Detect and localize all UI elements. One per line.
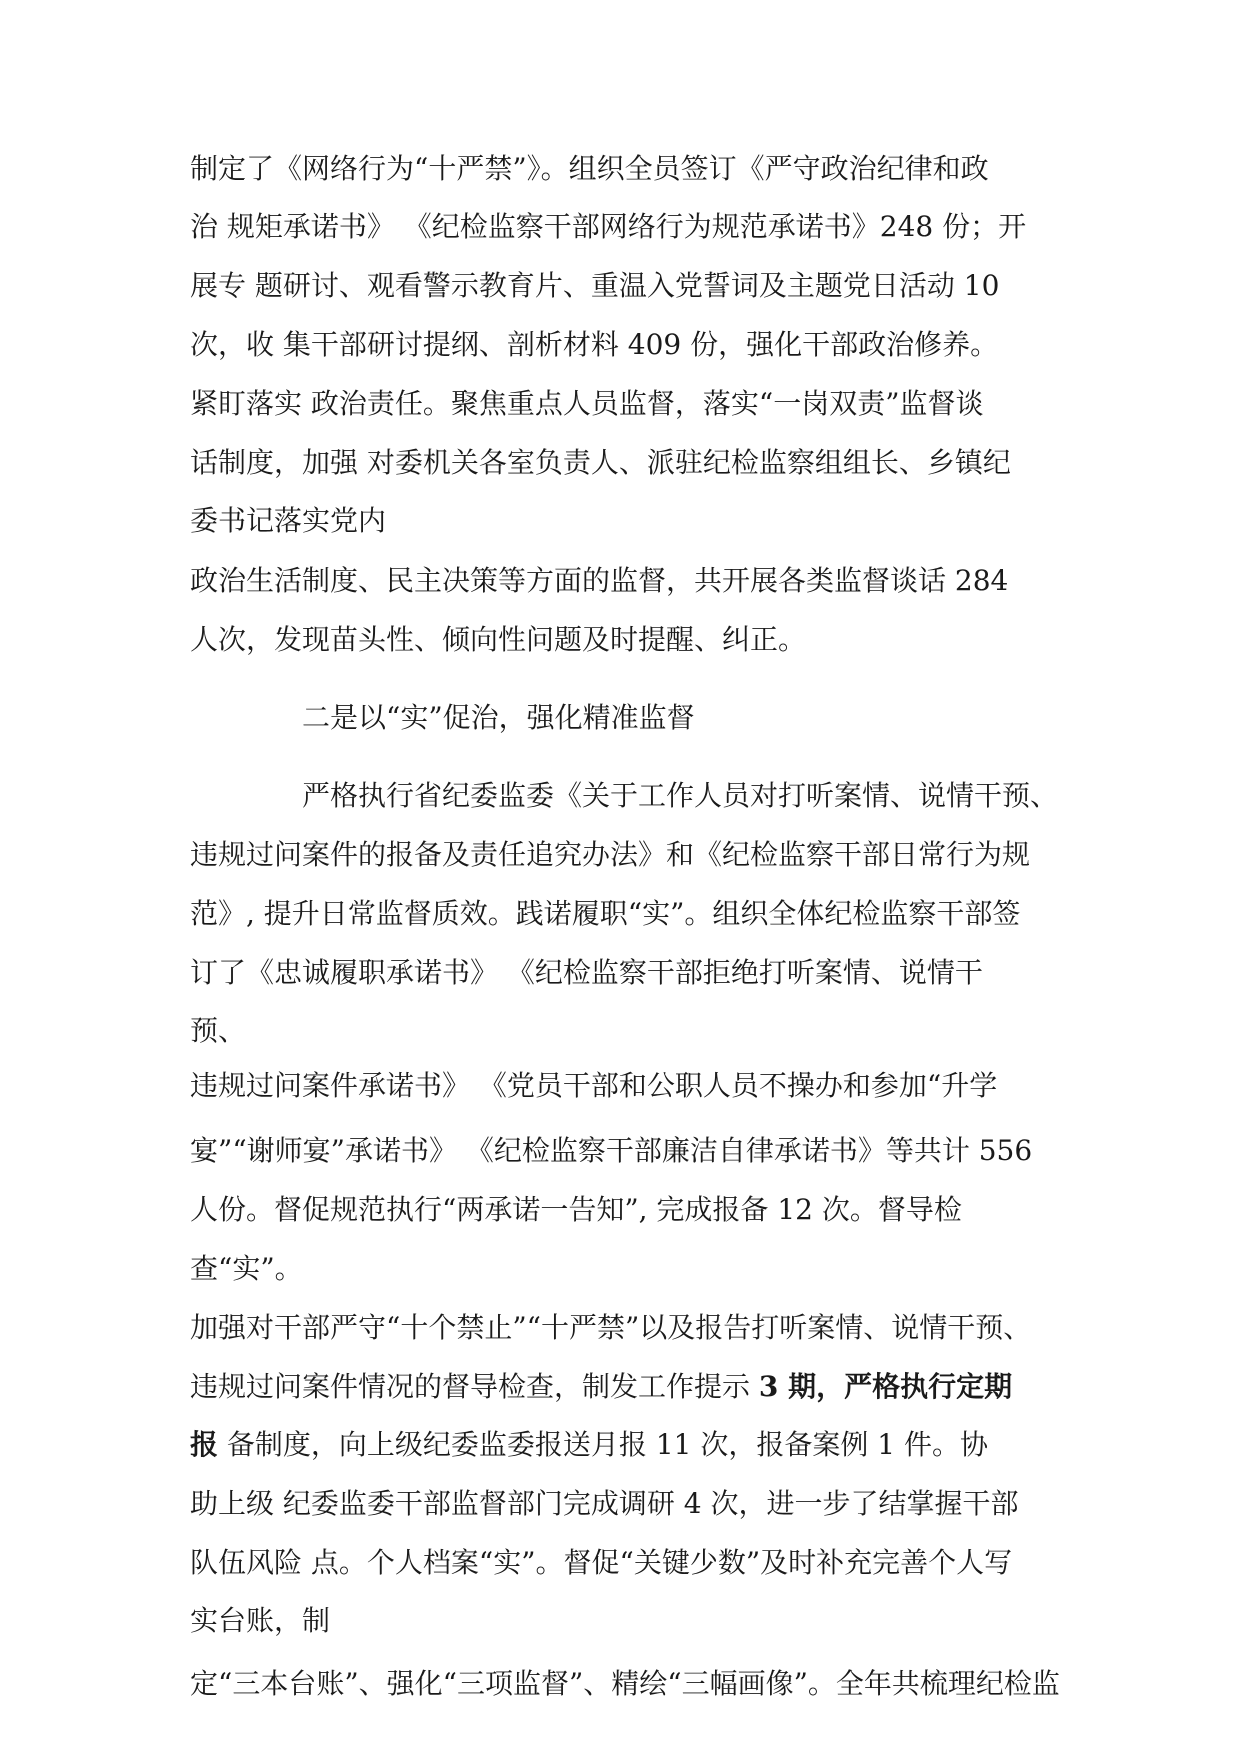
section-heading: 二是以“实”促治，强化精准监督	[302, 701, 695, 734]
text-line: 严格执行省纪委监委《关于工作人员对打听案情、说情干预、	[302, 779, 1059, 812]
text-run: 备制度，向上级纪委监委报送月报 11 次，报备案例 1 件。协	[218, 1428, 988, 1461]
text-line: 展专 题研讨、观看警示教育片、重温入党誓词及主题党日活动 10	[190, 269, 1000, 302]
text-line: 范》, 提升日常监督质效。践诺履职“实”。组织全体纪检监察干部签	[190, 897, 1021, 930]
text-line: 次，收 集干部研讨提纲、剖析材料 409 份，强化干部政治修养。	[190, 328, 999, 361]
text-line: 违规过问案件承诺书》 《党员干部和公职人员不操办和参加“升学	[190, 1069, 998, 1102]
text-line	[190, 1427, 988, 1463]
text-run: 违规过问案件情况的督导检查，制发工作提示	[190, 1370, 759, 1403]
text-line: 治 规矩承诺书》 《纪检监察干部网络行为规范承诺书》248 份；开	[190, 210, 1027, 243]
text-line: 订了《忠诚履职承诺书》 《纪检监察干部拒绝打听案情、说情干	[190, 956, 983, 989]
text-line	[190, 1369, 1012, 1405]
text-line: 实台账，制	[190, 1604, 331, 1637]
text-line: 委书记落实党内	[190, 504, 387, 537]
text-line: 队伍风险 点。个人档案“实”。督促“关键少数”及时补充完善个人写	[190, 1546, 1013, 1579]
text-line: 加强对干部严守“十个禁止”“十严禁”以及报告打听案情、说情干预、	[190, 1311, 1032, 1344]
text-line: 宴”“谢师宴”承诺书》 《纪检监察干部廉洁自律承诺书》等共计 556	[190, 1134, 1033, 1167]
text-line: 预、	[190, 1014, 247, 1047]
text-line: 查“实”。	[190, 1252, 303, 1285]
text-line: 话制度，加强 对委机关各室负责人、派驻纪检监察组组长、乡镇纪	[190, 446, 1011, 479]
text-line: 人次，发现苗头性、倾向性问题及时提醒、纠正。	[190, 623, 807, 656]
text-line: 制定了《网络行为“十严禁”》。组织全员签订《严守政治纪律和政	[190, 152, 989, 185]
text-line: 定“三本台账”、强化“三项监督”、精绘“三幅画像”。全年共梳理纪检监	[190, 1667, 1060, 1700]
text-line: 违规过问案件的报备及责任追究办法》和《纪检监察干部日常行为规	[190, 838, 1031, 871]
text-line: 助上级 纪委监委干部监督部门完成调研 4 次，进一步了结掌握干部	[190, 1487, 1019, 1520]
bold-text-run: 报	[190, 1428, 219, 1461]
bold-text-run: 3 期，严格执行定期	[758, 1370, 1013, 1403]
text-line: 人份。督促规范执行“两承诺一告知”, 完成报备 12 次。督导检	[190, 1193, 962, 1226]
text-line: 紧盯落实 政治责任。聚焦重点人员监督，落实“一岗双责”监督谈	[190, 387, 984, 420]
text-line: 政治生活制度、民主决策等方面的监督，共开展各类监督谈话 284	[190, 564, 1009, 597]
